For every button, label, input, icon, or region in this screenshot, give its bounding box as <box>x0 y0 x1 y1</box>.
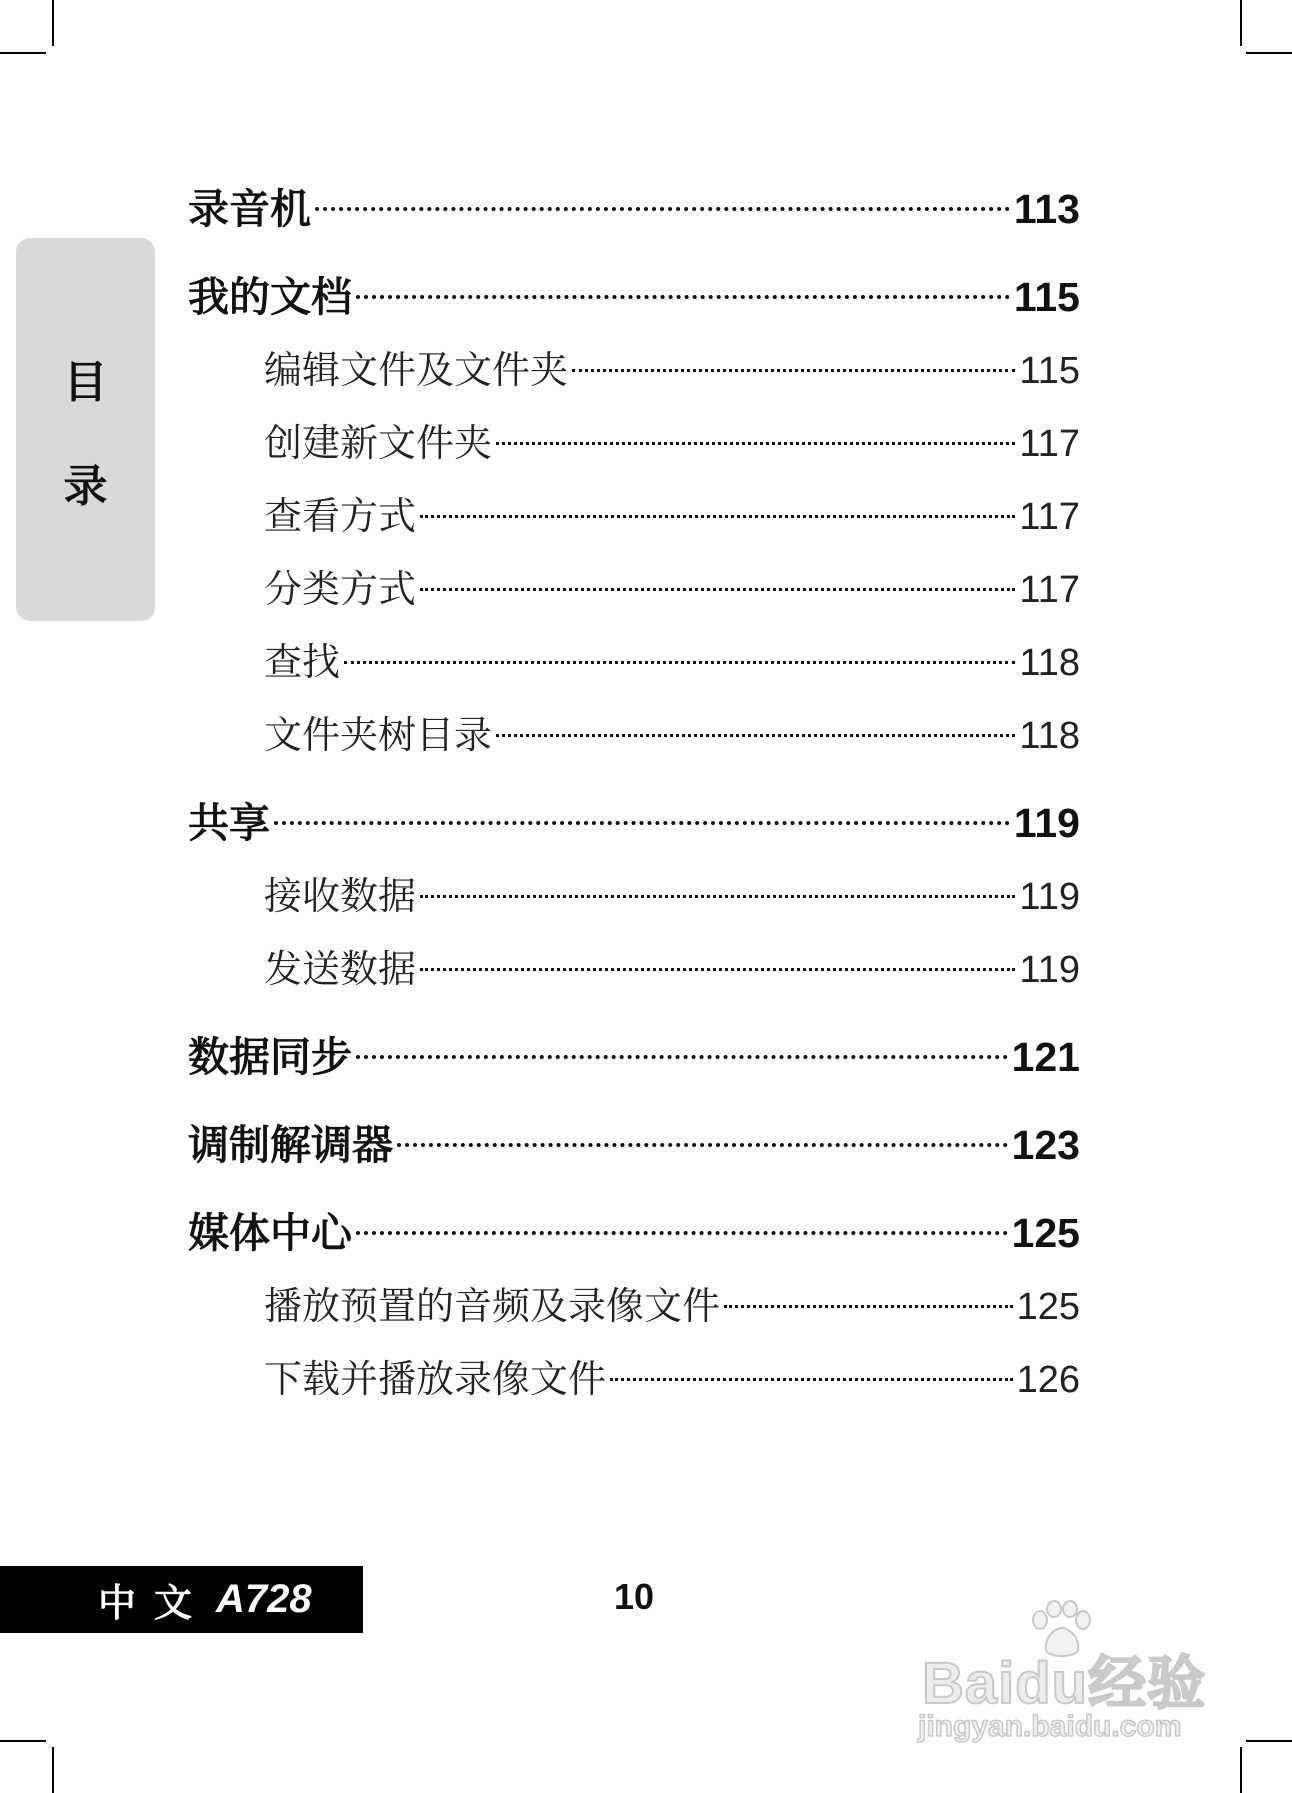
dot-leader <box>356 1055 1008 1059</box>
dot-leader <box>572 369 1015 372</box>
toc-entry-title: 发送数据 <box>264 947 417 991</box>
toc-entry-page: 117 <box>1019 496 1080 538</box>
toc-entry-page: 117 <box>1019 423 1080 465</box>
footer-language: 中文 <box>98 1583 211 1625</box>
toc-entry-title: 文件夹树目录 <box>264 713 493 757</box>
toc-entry-page: 119 <box>1019 876 1080 918</box>
toc-subentry[interactable] <box>264 865 1080 920</box>
toc-subentry[interactable] <box>264 631 1080 686</box>
toc-entry-title: 共享 <box>188 799 270 847</box>
toc-entry-title: 媒体中心 <box>188 1209 352 1257</box>
toc-entry-title: 分类方式 <box>264 567 417 611</box>
toc-entry-title: 接收数据 <box>264 874 417 918</box>
toc-entry-title: 编辑文件及文件夹 <box>264 348 569 392</box>
toc-entry-page: 118 <box>1019 715 1080 757</box>
toc-entry-title: 录音机 <box>188 185 311 233</box>
dot-leader <box>420 895 1015 898</box>
dot-leader <box>420 968 1015 971</box>
footer-model: A728 <box>216 1577 312 1621</box>
toc-entry-title: 下载并播放录像文件 <box>264 1357 607 1401</box>
toc-subentry[interactable] <box>264 558 1080 613</box>
toc-entry-page: 113 <box>1013 186 1080 232</box>
toc-entry[interactable] <box>188 264 1080 323</box>
toc-entry-title: 创建新文件夹 <box>264 421 493 465</box>
watermark-url: jingyan.baidu.com <box>918 1710 1182 1743</box>
toc-subentry[interactable] <box>264 339 1080 394</box>
toc-entry-page: 126 <box>1016 1359 1080 1401</box>
watermark-brand: Baidu经验 <box>922 1651 1207 1716</box>
dot-leader <box>420 588 1015 591</box>
crop-mark <box>0 52 46 54</box>
dot-leader <box>420 515 1015 518</box>
toc-entry-page: 119 <box>1019 949 1080 991</box>
side-tab-char: 录 <box>63 461 108 512</box>
dot-leader <box>610 1378 1013 1381</box>
crop-mark <box>1240 1747 1242 1793</box>
crop-mark <box>1246 52 1292 54</box>
dot-leader <box>724 1305 1013 1308</box>
toc-entry-title: 我的文档 <box>188 273 352 321</box>
dot-leader <box>344 661 1015 664</box>
toc-entry[interactable] <box>188 1024 1080 1083</box>
toc-entry[interactable] <box>188 176 1080 235</box>
toc-entry-title: 数据同步 <box>188 1033 352 1081</box>
toc-subentry[interactable] <box>264 704 1080 759</box>
toc-entry[interactable] <box>188 790 1080 849</box>
toc-entry-title: 查看方式 <box>264 494 417 538</box>
dot-leader <box>496 442 1015 445</box>
toc-entry-page: 125 <box>1016 1286 1080 1328</box>
toc-subentry[interactable] <box>264 1275 1080 1330</box>
toc-entry-page: 115 <box>1013 274 1080 320</box>
crop-mark <box>52 0 54 46</box>
toc-subentry[interactable] <box>264 938 1080 993</box>
toc-entry[interactable] <box>188 1112 1080 1171</box>
toc-entry-title: 播放预置的音频及录像文件 <box>264 1284 721 1328</box>
dot-leader <box>356 1231 1008 1235</box>
toc-entry-page: 121 <box>1011 1034 1080 1080</box>
crop-mark <box>1246 1740 1292 1742</box>
dot-leader <box>274 821 1010 825</box>
toc-entry-title: 调制解调器 <box>188 1121 393 1169</box>
toc-entry-title: 查找 <box>264 640 341 684</box>
crop-mark <box>52 1747 54 1793</box>
dot-leader <box>397 1143 1008 1147</box>
section-side-tab <box>16 238 155 621</box>
toc-entry-page: 117 <box>1019 569 1080 611</box>
page-number: 10 <box>614 1576 655 1617</box>
toc-subentry[interactable] <box>264 412 1080 467</box>
crop-mark <box>0 1740 46 1742</box>
toc-entry-page: 123 <box>1011 1122 1080 1168</box>
toc-entry[interactable] <box>188 1200 1080 1259</box>
toc-entry-page: 118 <box>1019 642 1080 684</box>
footer-model-bar <box>0 1566 363 1633</box>
crop-mark <box>1240 0 1242 46</box>
toc-entry-page: 115 <box>1019 350 1080 392</box>
side-tab-char: 目 <box>63 357 108 408</box>
dot-leader <box>496 734 1015 737</box>
dot-leader <box>356 295 1010 299</box>
toc-entry-page: 119 <box>1013 800 1080 846</box>
baidu-watermark <box>916 1600 1216 1750</box>
dot-leader <box>315 207 1010 211</box>
toc-subentry[interactable] <box>264 1348 1080 1403</box>
toc-entry-page: 125 <box>1011 1210 1080 1256</box>
toc-subentry[interactable] <box>264 485 1080 540</box>
